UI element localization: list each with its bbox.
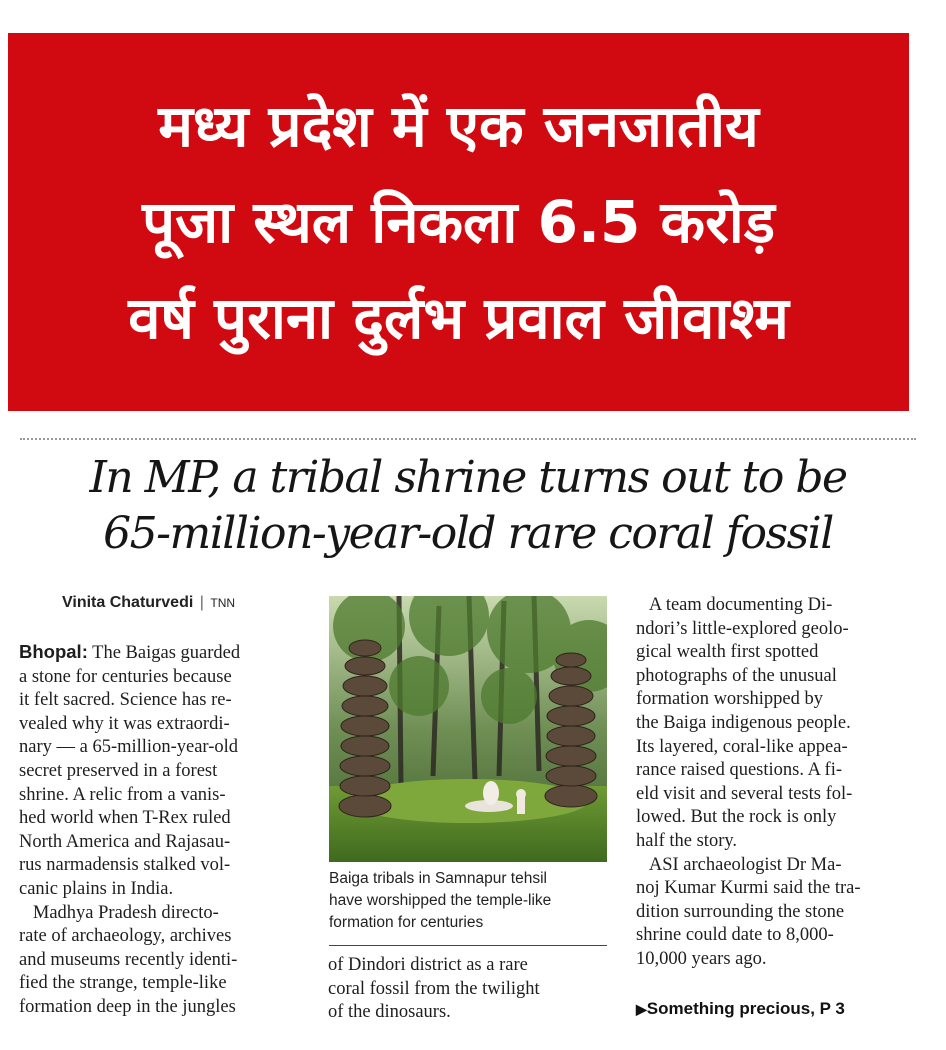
article-column-middle [328, 954, 608, 1025]
shrine-photo [329, 596, 607, 862]
article-line: Madhya Pradesh directo- [19, 902, 219, 923]
article-line: North America and Rajasau- [19, 831, 231, 852]
article-line: eld visit and several tests fol- [636, 783, 853, 804]
article-line: rus narmadensis stalked vol- [19, 855, 231, 876]
english-headline [20, 450, 916, 562]
dotted-divider [20, 438, 916, 440]
article-line: Bhopal: The Baigas guarded [19, 641, 241, 663]
article-line: half the story. [636, 830, 738, 851]
continuation-text: Something precious, P 3 [646, 999, 845, 1018]
article-line: a stone for centuries because [19, 666, 232, 687]
article-line: coral fossil from the twilight [328, 978, 540, 999]
caption-line: have worshipped the temple-like [329, 892, 552, 909]
article-line: A team documenting Di- [636, 595, 833, 615]
article-line: the Baiga indigenous people. [636, 712, 851, 733]
byline-agency: TNN [210, 596, 236, 610]
byline-author: Vinita Chaturvedi [62, 594, 194, 611]
caption-divider [329, 945, 607, 946]
caption-line: Baiga tribals in Samnapur tehsil [329, 870, 547, 887]
article-line: gical wealth first spotted [636, 642, 819, 663]
caption-line: formation for centuries [329, 914, 484, 931]
hindi-headline-line-1: मध्य प्रदेश में एक जनजातीय [158, 92, 759, 160]
article-line: of Dindori district as a rare [328, 955, 528, 975]
dateline: Bhopal: [19, 641, 88, 662]
forest-shrine-illustration [329, 596, 607, 862]
hindi-headline-line-3: वर्ष पुराना दुर्लभ प्रवाल जीवाश्म [128, 284, 789, 352]
play-arrow-icon: ▶ [636, 1001, 647, 1017]
article-line: vealed why it was extraordi- [19, 713, 230, 734]
article-line: secret preserved in a forest [19, 760, 218, 781]
byline [62, 594, 235, 612]
article-line: of the dinosaurs. [328, 1002, 451, 1023]
hindi-headline-banner [8, 33, 909, 411]
headline-line-1: In MP, a tribal shrine turns out to be [89, 452, 847, 503]
article-line: formation deep in the jungles [19, 996, 236, 1017]
article-line: nary — a 65-million-year-old [19, 737, 238, 758]
article-line: noj Kumar Kurmi said the tra- [636, 878, 861, 899]
article-line: fied the strange, temple-like [19, 973, 227, 994]
article-line: rate of archaeology, archives [19, 926, 232, 947]
article-line: ndori’s little-explored geolo- [636, 618, 849, 639]
article-column-right [636, 594, 918, 972]
byline-separator: | [199, 594, 204, 611]
hindi-headline-line-2: पूजा स्थल निकला 6.5 करोड़ [142, 188, 775, 256]
article-line: canic plains in India. [19, 878, 174, 899]
article-line: dition surrounding the stone [636, 901, 845, 922]
article-line: shrine could date to 8,000- [636, 925, 834, 946]
article-column-left [19, 640, 303, 1020]
article-line: formation worshipped by [636, 689, 824, 710]
article-line: Its layered, coral-like appea- [636, 736, 848, 757]
article-line: 10,000 years ago. [636, 948, 767, 969]
continuation-reference [636, 999, 845, 1019]
article-line: shrine. A relic from a vanis- [19, 784, 226, 805]
article-line: photographs of the unusual [636, 665, 837, 686]
article-line: hed world when T-Rex ruled [19, 808, 231, 829]
article-line: ASI archaeologist Dr Ma- [636, 854, 842, 875]
headline-line-2: 65-million-year-old rare coral fossil [103, 508, 833, 559]
article-line: and museums recently identi- [19, 949, 238, 970]
article-line: rance raised questions. A fi- [636, 760, 843, 781]
article-line: it felt sacred. Science has re- [19, 690, 232, 711]
article-line: lowed. But the rock is only [636, 807, 837, 828]
photo-caption [329, 868, 607, 934]
